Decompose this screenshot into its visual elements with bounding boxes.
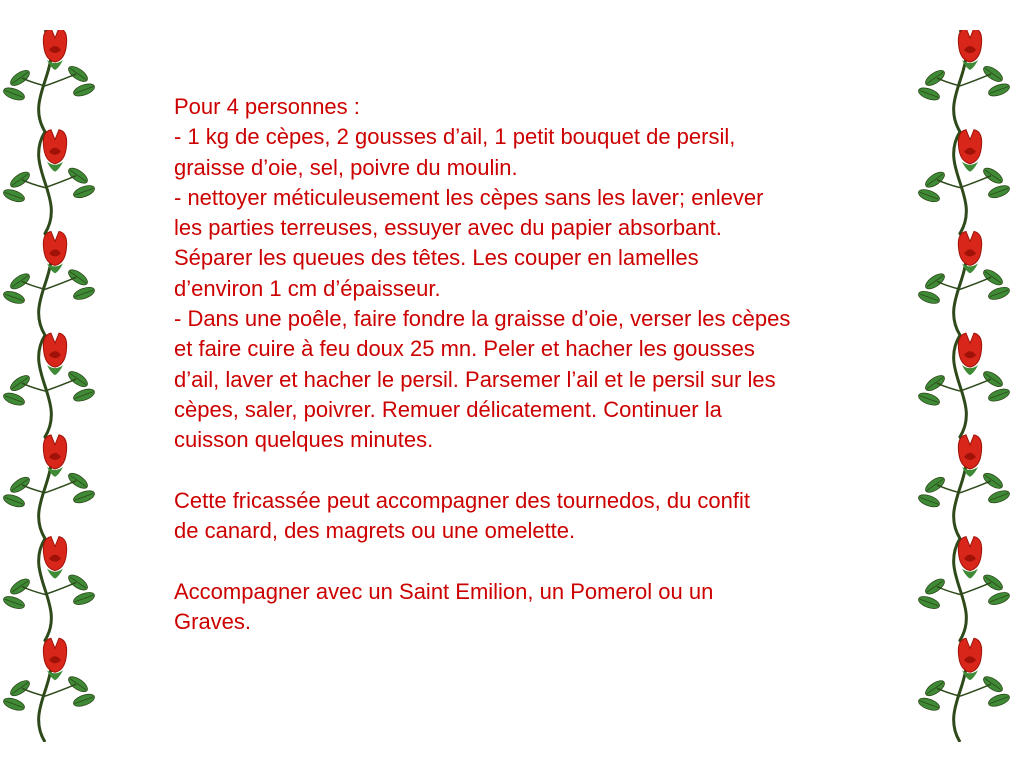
leaf-icon xyxy=(981,674,1005,695)
recipe-line: cuisson quelques minutes. xyxy=(174,427,434,453)
wine-line: Accompagner avec un Saint Emilion, un Pomerol ou un xyxy=(174,578,714,604)
leaf-icon xyxy=(2,289,26,306)
wine-section xyxy=(174,577,904,638)
leaf-icon xyxy=(917,391,941,408)
leaf-icon xyxy=(923,678,947,699)
leaf-icon xyxy=(72,285,96,302)
leaf-icon xyxy=(923,68,947,89)
leaf-icon xyxy=(66,674,90,695)
leaf-icon xyxy=(987,387,1011,404)
leaf-icon xyxy=(66,64,90,85)
leaf-icon xyxy=(2,85,26,102)
recipe-line: Séparer les queues des têtes. Les couper en lamelles xyxy=(174,245,699,271)
recipe-line: graisse d’oie, sel, poivre du moulin. xyxy=(174,154,518,180)
serving-section xyxy=(174,486,904,547)
right-rose-border xyxy=(915,30,1015,742)
rose-icon xyxy=(958,435,981,477)
leaf-icon xyxy=(923,271,947,292)
rose-vine-icon xyxy=(0,30,100,742)
leaf-icon xyxy=(2,187,26,204)
rose-icon xyxy=(958,130,981,172)
rose-icon xyxy=(43,30,66,70)
leaf-icon xyxy=(987,81,1011,98)
leaf-icon xyxy=(923,576,947,597)
leaf-icon xyxy=(72,183,96,200)
recipe-line: - Dans une poêle, faire fondre la graisse d’oie, verser les cèpes xyxy=(174,306,791,332)
leaf-icon xyxy=(981,64,1005,85)
rose-icon xyxy=(43,130,66,172)
leaf-icon xyxy=(917,187,941,204)
leaf-icon xyxy=(917,594,941,611)
leaf-icon xyxy=(987,285,1011,302)
leaf-icon xyxy=(8,576,32,597)
leaf-icon xyxy=(2,696,26,713)
rose-icon xyxy=(958,231,981,273)
leaf-icon xyxy=(8,68,32,89)
leaf-icon xyxy=(981,572,1005,593)
recipe-line: d’ail, laver et hacher le persil. Parsemer l’ail et le persil sur les xyxy=(174,366,776,392)
recipe-line: - nettoyer méticuleusement les cèpes sans les laver; enlever xyxy=(174,184,764,210)
leaf-icon xyxy=(66,369,90,390)
leaf-icon xyxy=(8,678,32,699)
leaf-icon xyxy=(917,492,941,509)
rose-icon xyxy=(958,537,981,579)
recipe-text xyxy=(174,92,904,637)
leaf-icon xyxy=(923,169,947,190)
leaf-icon xyxy=(917,696,941,713)
rose-icon xyxy=(958,638,981,680)
leaf-icon xyxy=(981,369,1005,390)
recipe-line: d’environ 1 cm d’épaisseur. xyxy=(174,275,441,301)
recipe-line: et faire cuire à feu doux 25 mn. Peler et hacher les gousses xyxy=(174,336,755,362)
wine-line: Graves. xyxy=(174,609,252,635)
leaf-icon xyxy=(981,165,1005,186)
leaf-icon xyxy=(987,183,1011,200)
rose-vine-icon xyxy=(915,30,1015,742)
leaf-icon xyxy=(66,572,90,593)
leaf-icon xyxy=(981,470,1005,491)
rose-icon xyxy=(43,638,66,680)
leaf-icon xyxy=(8,271,32,292)
leaf-icon xyxy=(72,692,96,709)
leaf-icon xyxy=(72,590,96,607)
leaf-icon xyxy=(8,169,32,190)
leaf-icon xyxy=(72,488,96,505)
leaf-icon xyxy=(917,289,941,306)
recipe-line: cèpes, saler, poivrer. Remuer délicatement. Continuer la xyxy=(174,396,722,422)
serving-line: de canard, des magrets ou une omelette. xyxy=(174,518,576,544)
recipe-line: les parties terreuses, essuyer avec du papier absorbant. xyxy=(174,215,722,241)
rose-icon xyxy=(43,537,66,579)
recipe-line: - 1 kg de cèpes, 2 gousses d’ail, 1 petit bouquet de persil, xyxy=(174,124,736,150)
rose-icon xyxy=(43,435,66,477)
leaf-icon xyxy=(72,387,96,404)
rose-icon xyxy=(958,333,981,375)
leaf-icon xyxy=(981,267,1005,288)
preparation-section xyxy=(174,92,904,456)
leaf-icon xyxy=(2,391,26,408)
rose-icon xyxy=(43,333,66,375)
rose-icon xyxy=(958,30,981,70)
leaf-icon xyxy=(987,692,1011,709)
leaf-icon xyxy=(987,488,1011,505)
leaf-icon xyxy=(66,267,90,288)
leaf-icon xyxy=(72,81,96,98)
rose-icon xyxy=(43,231,66,273)
left-rose-border xyxy=(0,30,100,742)
recipe-line: Pour 4 personnes : xyxy=(174,94,360,119)
leaf-icon xyxy=(2,594,26,611)
leaf-icon xyxy=(2,492,26,509)
leaf-icon xyxy=(923,373,947,394)
leaf-icon xyxy=(923,474,947,495)
serving-line: Cette fricassée peut accompagner des tournedos, du confit xyxy=(174,487,751,513)
leaf-icon xyxy=(8,474,32,495)
leaf-icon xyxy=(917,85,941,102)
leaf-icon xyxy=(8,373,32,394)
leaf-icon xyxy=(66,470,90,491)
leaf-icon xyxy=(987,590,1011,607)
leaf-icon xyxy=(66,165,90,186)
